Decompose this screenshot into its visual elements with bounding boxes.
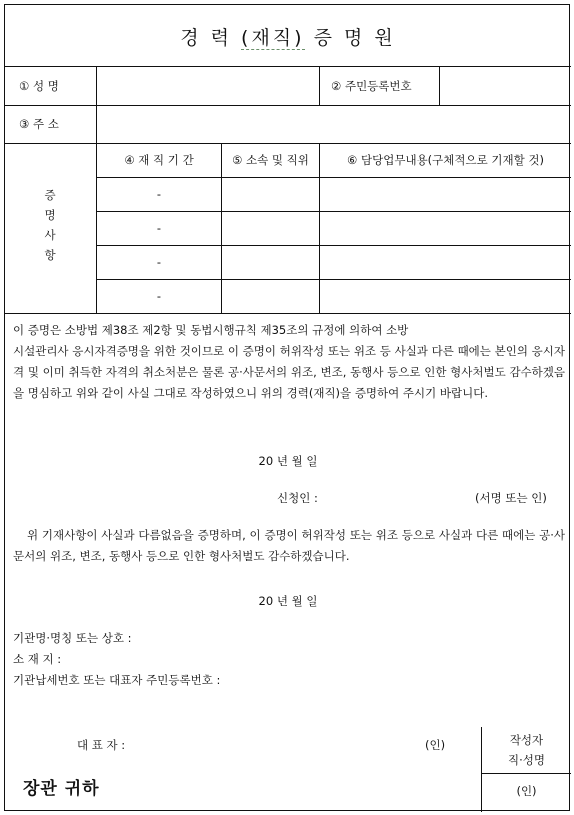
addressee: 장관 귀하 (23, 779, 100, 799)
statement1-line1: 이 증명은 소방법 제38조 제2항 및 동법시행규칙 제35조의 규정에 의하여 소방 (13, 323, 409, 337)
period-cell[interactable]: - (156, 289, 162, 303)
applicant-sign: (서명 또는 인) (475, 491, 547, 505)
writer-name-label: 직·성명 (508, 753, 545, 767)
address-field[interactable] (97, 106, 571, 143)
writer-seal: (인) (516, 784, 537, 798)
applicant-label: 신청인 : (277, 491, 318, 505)
name-label: ① 성 명 (19, 79, 59, 93)
representative-label: 대 표 자 : (77, 738, 126, 752)
col-duties-header: ⑥ 담당업무내용(구체적으로 기재할 것) (347, 153, 544, 167)
statement2-body: 위 기재사항이 사실과 다름없음을 증명하며, 이 증명이 허위작성 또는 위조 등으로 사실과 다른 때에는 공·사문서의 위조, 변조, 동행사 등으로 인한 형사처벌도 감수하겠습니다. (13, 528, 565, 563)
col-dept-header: ⑤ 소속 및 직위 (232, 153, 309, 167)
institution-taxno-label: 기관납세번호 또는 대표자 주민등록번호 : (13, 673, 221, 687)
period-cell[interactable]: - (156, 255, 162, 269)
institution-name-label: 기관명·명칭 또는 상호 : (13, 631, 132, 645)
name-field[interactable] (97, 67, 319, 105)
application-date: 20 년 월 일 (258, 454, 318, 468)
rrn-label: ② 주민등록번호 (331, 79, 412, 93)
proof-section-label: 증 명 사 항 (44, 188, 56, 262)
col-period-header: ④ 재 직 기 간 (124, 153, 194, 167)
certificate-form (4, 4, 570, 811)
period-cell[interactable]: - (156, 187, 162, 201)
period-cell[interactable]: - (156, 221, 162, 235)
rrn-field[interactable] (440, 67, 571, 105)
institution-location-label: 소 재 지 : (13, 652, 62, 666)
writer-label: 작성자 (509, 733, 544, 747)
confirm-date: 20 년 월 일 (258, 594, 318, 608)
form-title: 경 력 (재직) 증 명 원 (180, 27, 396, 49)
address-label: ③ 주 소 (19, 117, 59, 131)
statement1-body: 시설관리사 응시자격증명을 위한 것이므로 이 증명이 허위작성 또는 위조 등 사실과 다른 때에는 본인의 응시자격 및 이미 취득한 자격의 취소처분은 물론 공·사문서의 위조, 변조, 동행사 등으로 인한 형사처벌도 감수하겠음을 명심하고 위와 같이 사실 그대로 작성하였으니 위의 경력(재직)을 증명하여 주시기 바랍니다. (13, 344, 565, 400)
representative-seal: (인) (425, 738, 446, 752)
